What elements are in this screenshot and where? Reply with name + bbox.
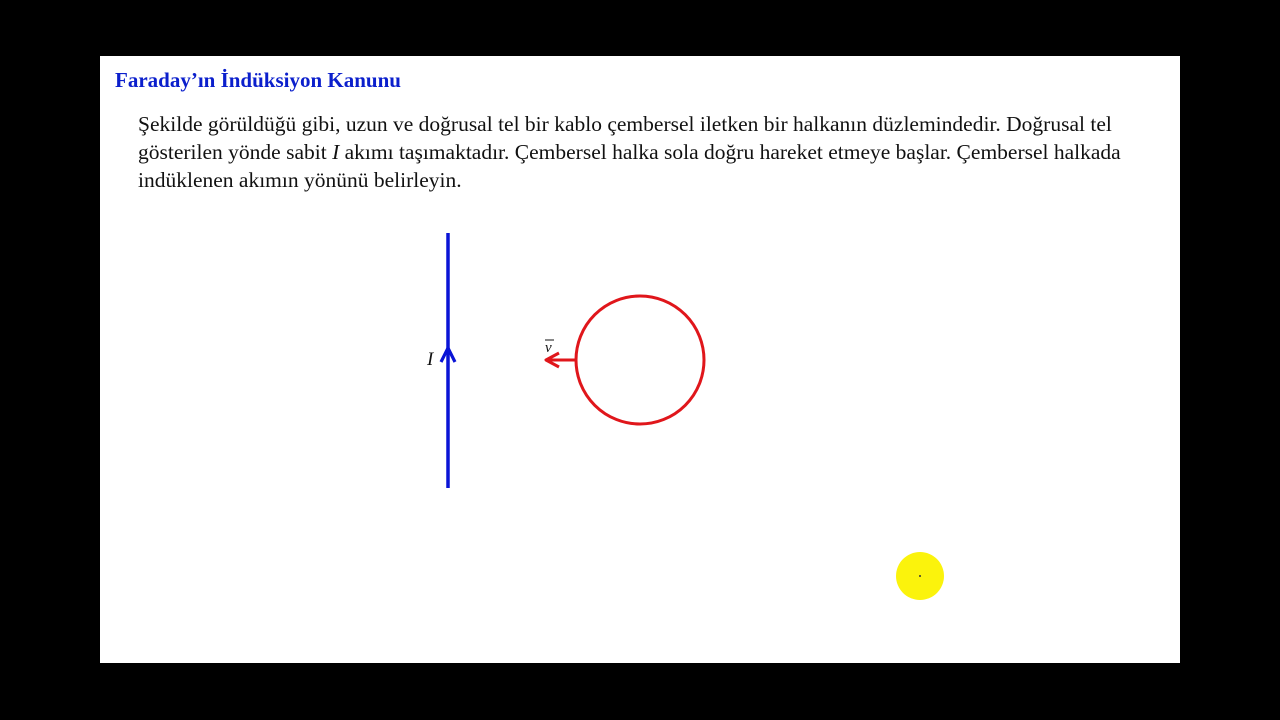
conducting-loop xyxy=(576,296,704,424)
cursor-dot-icon xyxy=(919,575,921,577)
slide-title: Faraday’ın İndüksiyon Kanunu xyxy=(115,68,401,92)
slide xyxy=(100,56,1180,663)
velocity-label: v xyxy=(545,340,552,356)
cursor-highlight xyxy=(896,552,944,600)
problem-text-part1: Şekilde görüldüğü gibi, uzun ve doğrusal tel bir kablo çembersel iletken bir halkanın düzlemindedir. Doğrusal tel gösterilen yönde sabit xyxy=(138,112,1112,164)
problem-current-symbol: I xyxy=(332,140,340,164)
figure xyxy=(100,56,1180,663)
current-label: I xyxy=(427,349,434,370)
problem-text-part2: akımı taşımaktadır. Çembersel halka sola doğru hareket etmeye başlar. Çembersel halkada indüklenen akımın yönünü belirleyin. xyxy=(138,140,1121,192)
